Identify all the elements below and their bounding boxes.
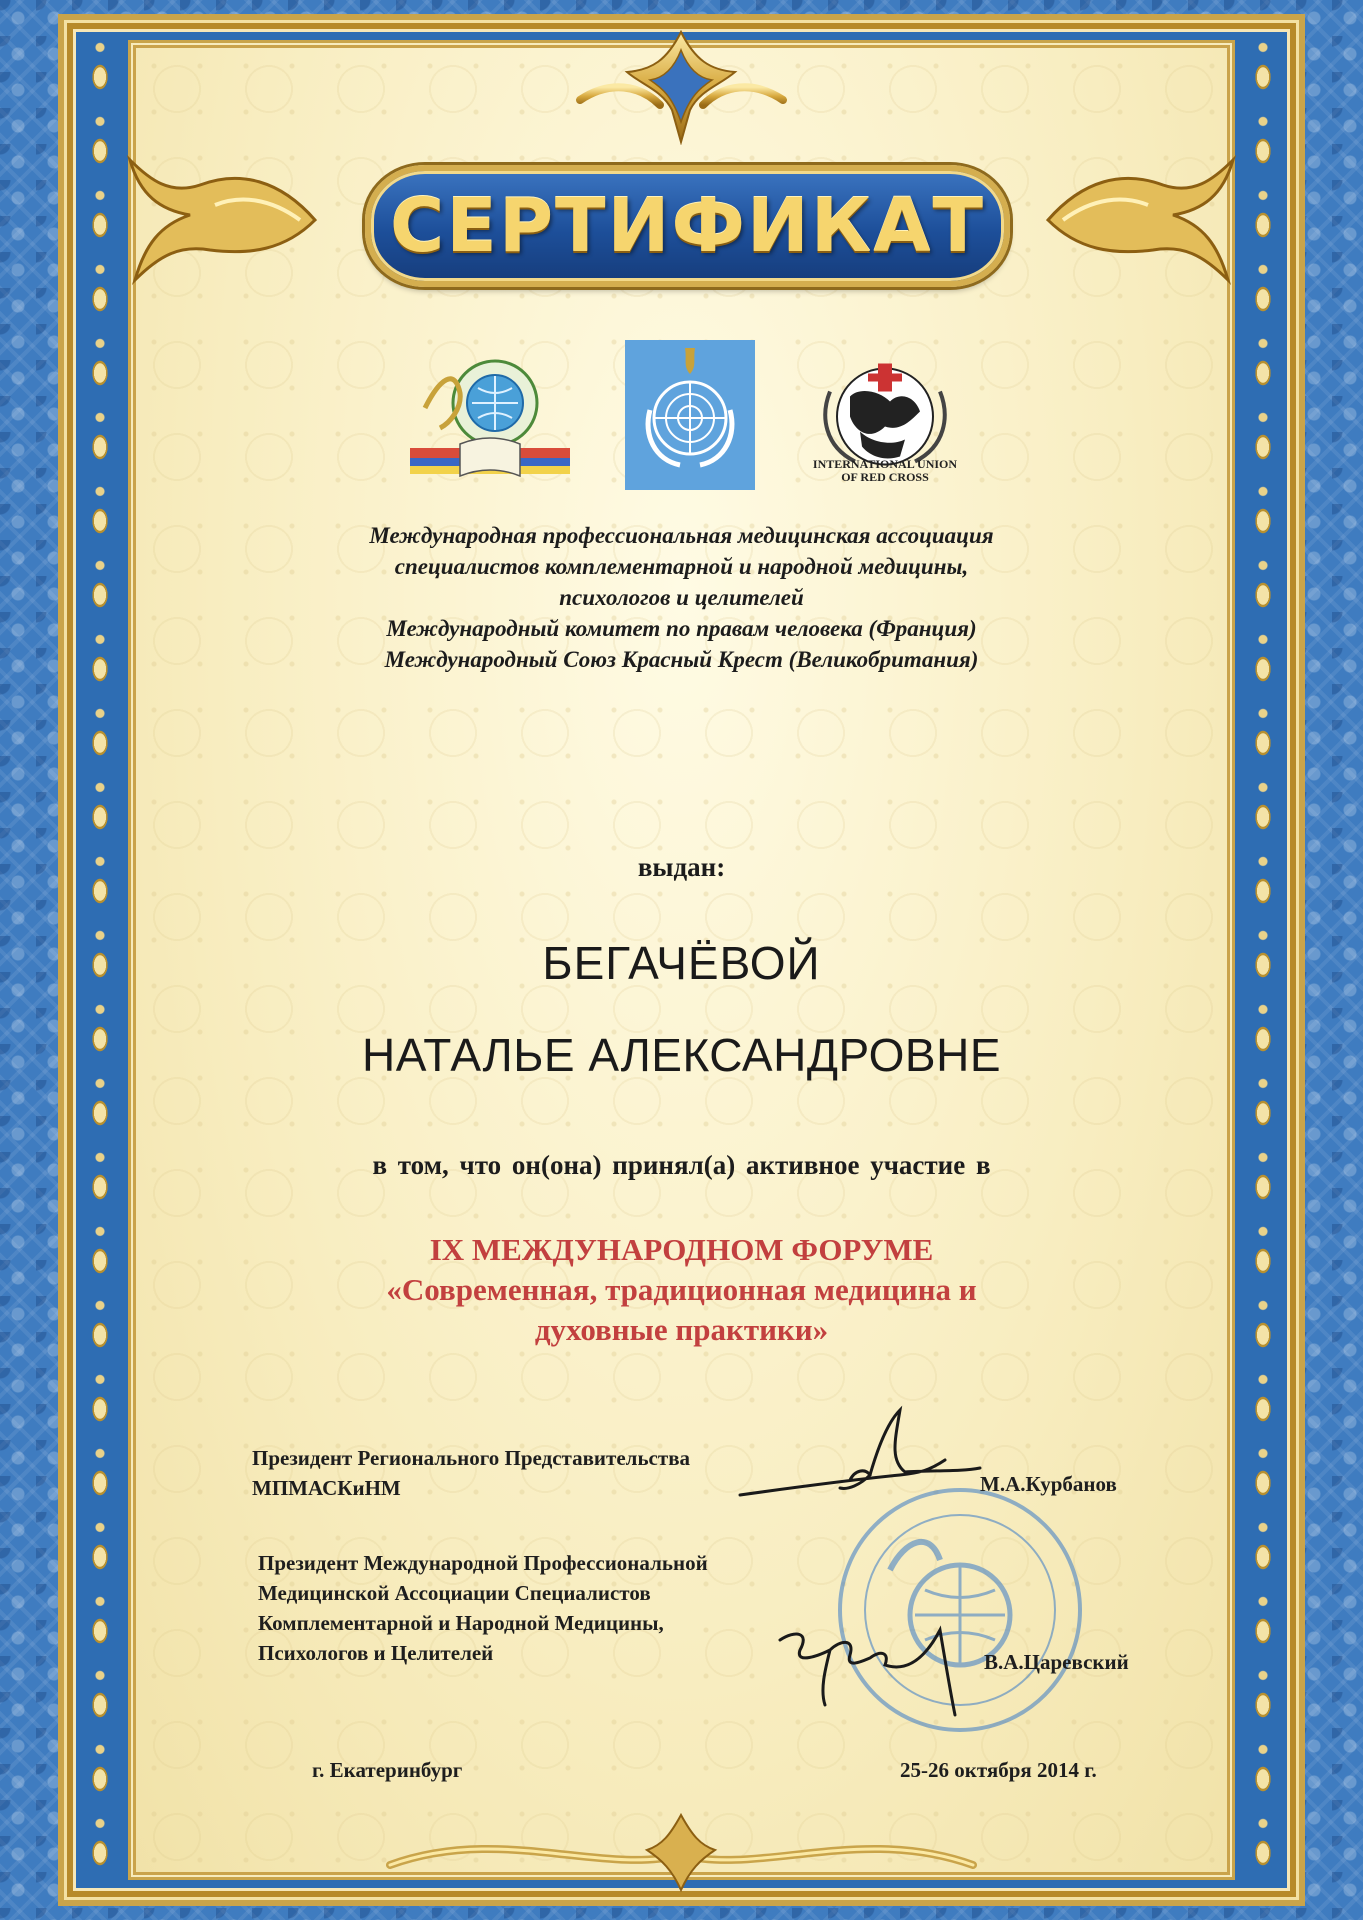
signatory-title-line: Президент Международной Профессиональной: [258, 1551, 708, 1575]
signatory-1-title: [252, 1443, 690, 1503]
organization-line: Международный Союз Красный Крест (Великобритания): [384, 647, 979, 672]
signatory-title-line: Президент Регионального Представительства: [252, 1446, 691, 1470]
participation-text: в том, что он(она) принял(а) активное участие в: [372, 1150, 991, 1180]
organization-line: специалистов комплементарной и народной медицины,: [394, 554, 969, 579]
signatory-title-line: Медицинской Ассоциации Специалистов: [258, 1581, 651, 1605]
iurc-caption-line-2: OF RED CROSS: [841, 470, 929, 484]
issue-city: г. Екатеринбург: [312, 1758, 463, 1782]
signatory-title-line: Психологов и Целителей: [258, 1641, 494, 1665]
forum-line: IX МЕЖДУНАРОДНОМ ФОРУМЕ: [429, 1232, 934, 1267]
signatory-2-title: [258, 1548, 708, 1668]
iurc-caption-line-1: INTERNATIONAL UNION: [812, 457, 958, 471]
forum-line: духовные практики»: [534, 1312, 829, 1347]
organization-line: психологов и целителей: [559, 585, 804, 610]
organizations-block: [0, 520, 1363, 675]
organization-line: Международный комитет по правам человека (Франция): [386, 616, 977, 641]
right-gold-scroll-ornament: [1043, 150, 1243, 290]
iurc-caption: [800, 458, 970, 484]
association-emblem-icon: [400, 348, 580, 488]
signatory-title-line: МПМАСКиНМ: [252, 1476, 401, 1500]
title-banner-area: [120, 110, 1243, 330]
signatory-1-name: М.А.Курбанов: [980, 1472, 1117, 1496]
issue-date: 25-26 октября 2014 г.: [900, 1758, 1097, 1782]
issued-label: выдан:: [637, 852, 726, 882]
bottom-gold-ornament: [380, 1805, 983, 1895]
signatory-2-name: В.А.Царевский: [984, 1650, 1129, 1674]
recipient-surname: БЕГАЧЁВОЙ: [542, 937, 821, 989]
recipient-first-names: НАТАЛЬЕ АЛЕКСАНДРОВНЕ: [361, 1029, 1002, 1081]
forum-title-block: [0, 1230, 1363, 1350]
organization-line: Международная профессиональная медицинская ассоциация: [369, 523, 994, 548]
un-emblem-icon: [625, 340, 755, 490]
left-gold-scroll-ornament: [120, 150, 320, 290]
certificate-title: СЕРТИФИКАТ: [389, 183, 986, 269]
signature-kurbanov: [730, 1400, 990, 1520]
logos-row: [0, 340, 1363, 490]
forum-line: «Современная, традиционная медицина и: [386, 1272, 977, 1307]
title-banner: [365, 165, 1010, 287]
signatory-title-line: Комплементарной и Народной Медицины,: [258, 1611, 664, 1635]
signature-tsarevsky: [770, 1610, 970, 1720]
